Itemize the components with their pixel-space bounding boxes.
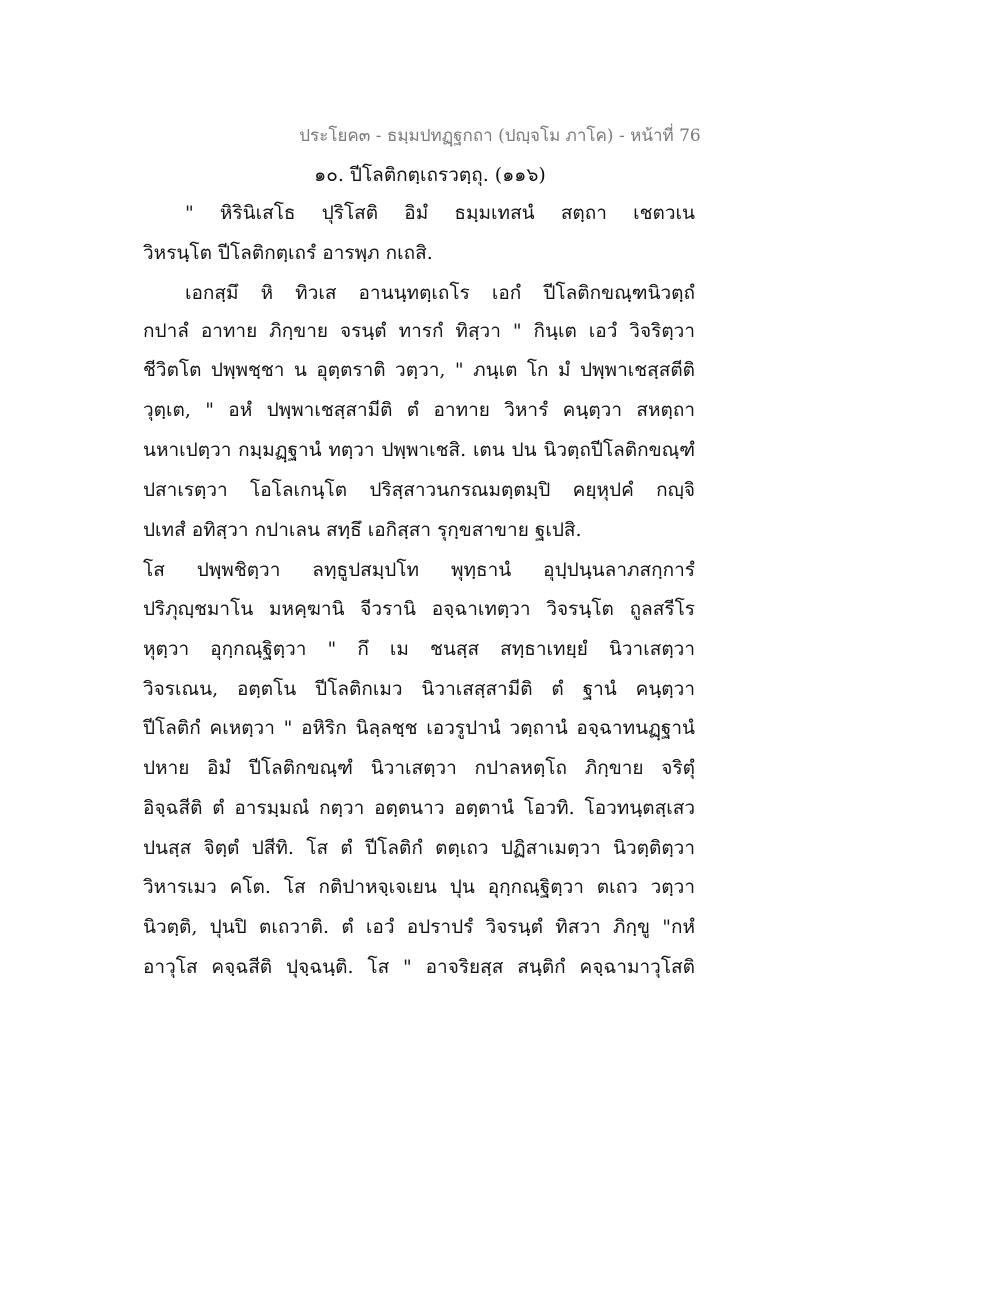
text-line: วิหรนฺโต ปีโลติกตฺเถรํ อารพฺภ กเถสิ. bbox=[143, 242, 433, 264]
text-line: หุตฺวา อุกฺกณฺฐิตฺวา " กึ เม ชนสฺส สทฺธาเทยฺยํ นิวาเสตฺวา bbox=[143, 638, 695, 660]
text-line: ปหาย อิมํ ปีโลติกขณฺฑํ นิวาเสตฺวา กปาลหตฺโถ ภิกฺขาย จริตุํ bbox=[143, 757, 695, 779]
text-line: อาวุโส คจฺฉสีติ ปุจฺฉนฺติ. โส " อาจริยสฺส สนฺติกํ คจฺฉามาวุโสติ bbox=[143, 956, 695, 978]
text-line: ปสาเรตฺวา โอโลเกนฺโต ปริสฺสาวนกรณมตฺตมฺปิ คยฺหุปคํ กญฺจิ bbox=[143, 479, 695, 501]
running-header: ประโยค๓ - ธมฺมปทฏฺฐกถา (ปญฺจโม ภาโค) - หน้าที่ 76 bbox=[299, 126, 701, 146]
text-line: ปนสฺส จิตฺตํ ปสีทิ. โส ตํ ปีโลติกํ ตตฺเถว ปฏิสาเมตฺวา นิวตฺติตฺวา bbox=[143, 837, 695, 859]
text-line: โส ปพฺพชิตฺวา ลทฺธูปสมฺปโท พุทฺธานํ อุปฺปนฺนลาภสกฺการํ bbox=[143, 559, 695, 581]
text-line: วุตฺเต, " อหํ ปพฺพาเชสฺสามีติ ตํ อาทาย วิหารํ คนฺตฺวา สหตฺถา bbox=[143, 399, 695, 421]
text-line: อิจฺฉสีติ ตํ อารมฺมณํ กตฺวา อตฺตนาว อตฺตานํ โอวทิ. โอวทนฺตสฺเสว bbox=[143, 797, 695, 819]
text-line: ปเทสํ อทิสฺวา กปาเลน สทฺธึ เอกิสฺสา รุกฺขสาขาย ฐเปสิ. bbox=[143, 519, 582, 541]
text-line: เอกสฺมึ หิ ทิวเส อานนฺทตฺเถโร เอกํ ปีโลติกขณฺฑนิวตฺถํ bbox=[185, 282, 695, 304]
text-line: นิวตฺติ, ปุนปิ ตเถวาติ. ตํ เอวํ อปราปรํ วิจรนฺตํ ทิสวา ภิกฺขู "กหํ bbox=[143, 916, 695, 938]
text-line: " หิรินิเสโธ ปุริโสติ อิมํ ธมฺมเทสนํ สตฺถา เชตวเน bbox=[185, 202, 695, 224]
text-line: ชีวิตโต ปพฺพชฺชา น อุตฺตราติ วตฺวา, " ภนฺเต โก มํ ปพฺพาเชสฺสตีติ bbox=[143, 359, 695, 381]
story-title: ๑๐. ปีโลติกตฺเถรวตฺถุ. (๑๑๖) bbox=[314, 164, 546, 186]
text-line: วิจรเณน, อตฺตโน ปีโลติกเมว นิวาเสสฺสามีติ ตํ ฐานํ คนฺตฺวา bbox=[143, 678, 695, 700]
text-line: ปริภุญฺชมาโน มหคฺฆานิ จีวรานิ อจฺฉาเทตฺวา วิจรนฺโต ถูลสรีโร bbox=[143, 598, 695, 620]
text-line: วิหารเมว คโต. โส กติปาหจฺเจเยน ปุน อุกฺกณฺฐิตฺวา ตเถว วตฺวา bbox=[143, 876, 695, 898]
text-line: นหาเปตฺวา กมฺมฏฺฐานํ ทตฺวา ปพฺพาเชสิ. เตน ปน นิวตฺถปีโลติกขณฺฑํ bbox=[143, 439, 695, 461]
text-line: กปาลํ อาทาย ภิกฺขาย จรนฺตํ ทารกํ ทิสฺวา " กินฺเต เอวํ วิจริตฺวา bbox=[143, 320, 695, 342]
text-line: ปีโลติกํ คเหตฺวา " อหิริก นิลฺลชฺช เอวรูปานํ วตฺถานํ อจฺฉาทนฏฺฐานํ bbox=[143, 717, 695, 739]
